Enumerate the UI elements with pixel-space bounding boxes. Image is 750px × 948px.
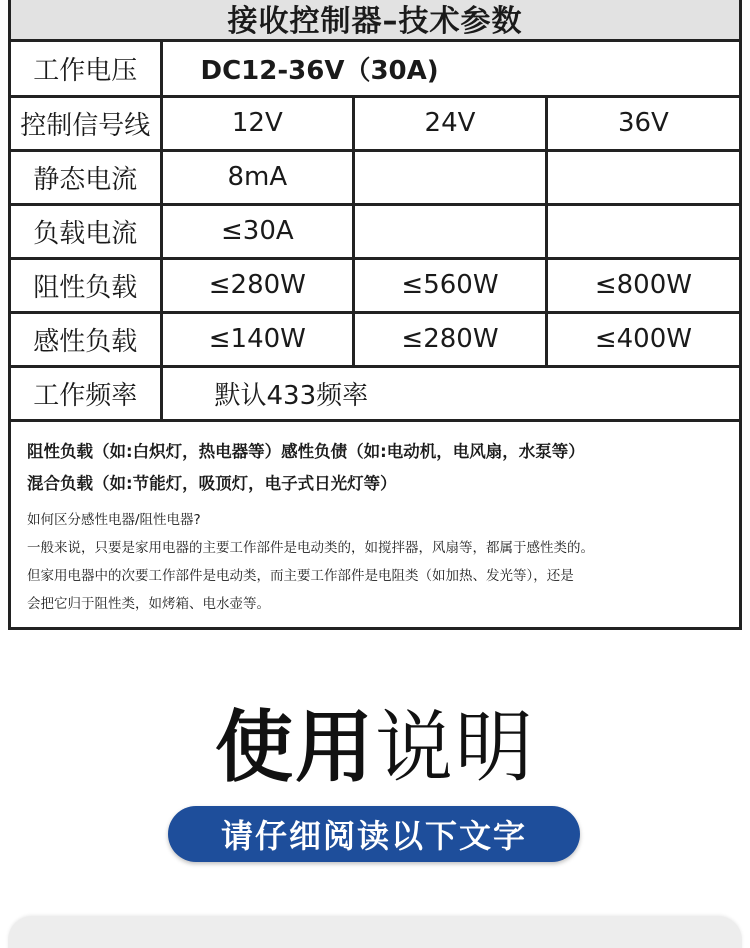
row-voltage	[11, 42, 739, 96]
inductive-load-label: 感性负载	[11, 312, 161, 366]
usage-heading	[0, 700, 750, 796]
frequency-label: 工作频率	[11, 366, 161, 420]
resistive-load-12v: ≤280W	[161, 258, 354, 312]
row-signal	[11, 96, 739, 150]
load-current-label: 负载电流	[11, 204, 161, 258]
frequency-value: 默认433频率	[214, 380, 369, 411]
static-current-36v	[546, 150, 739, 204]
inductive-load-36v: ≤400W	[546, 312, 739, 366]
inductive-load-24v: ≤280W	[354, 312, 547, 366]
usage-heading-bold: 使用	[214, 703, 375, 793]
signal-12v: 12V	[161, 96, 354, 150]
notes-section	[11, 422, 739, 618]
spec-card	[8, 0, 742, 630]
static-current-12v: 8mA	[161, 150, 354, 204]
signal-36v: 36V	[546, 96, 739, 150]
next-section-panel	[8, 916, 742, 948]
load-current-36v	[546, 204, 739, 258]
inductive-load-12v: ≤140W	[161, 312, 354, 366]
resistive-load-36v: ≤800W	[546, 258, 739, 312]
read-instructions-banner: 请仔细阅读以下文字	[168, 806, 580, 862]
static-current-label: 静态电流	[11, 150, 161, 204]
resistive-load-24v: ≤560W	[354, 258, 547, 312]
faq-question: 如何区分感性电器/阻性电器?	[27, 511, 201, 528]
faq-answer-line-1: 一般来说，只要是家用电器的主要工作部件是电动类的，如搅拌器，风扇等，都属于感性类的。	[27, 539, 594, 556]
row-inductive-load	[11, 312, 739, 366]
voltage-value: DC12-36V（30A)	[200, 55, 439, 86]
voltage-label: 工作电压	[11, 42, 161, 96]
signal-label: 控制信号线	[11, 96, 161, 150]
load-examples-line-2: 混合负载（如:节能灯，吸顶灯，电子式日光灯等）	[27, 473, 397, 493]
load-examples-line-1: 阻性负载（如:白炽灯，热电器等）感性负债（如:电动机，电风扇，水泵等）	[27, 441, 585, 461]
load-current-24v	[354, 204, 547, 258]
row-static-current	[11, 150, 739, 204]
faq-answer-line-3: 会把它归于阻性类，如烤箱、电水壶等。	[27, 595, 270, 612]
usage-heading-light: 说明	[375, 703, 536, 793]
row-resistive-load	[11, 258, 739, 312]
static-current-24v	[354, 150, 547, 204]
resistive-load-label: 阻性负载	[11, 258, 161, 312]
row-load-current	[11, 204, 739, 258]
signal-24v: 24V	[354, 96, 547, 150]
spec-title: 接收控制器–技术参数	[11, 0, 739, 42]
load-current-12v: ≤30A	[161, 204, 354, 258]
spec-table	[11, 42, 739, 422]
row-frequency	[11, 366, 739, 420]
faq-answer-line-2: 但家用电器中的次要工作部件是电动类，而主要工作部件是电阻类（如加热、发光等），还是	[27, 567, 574, 584]
